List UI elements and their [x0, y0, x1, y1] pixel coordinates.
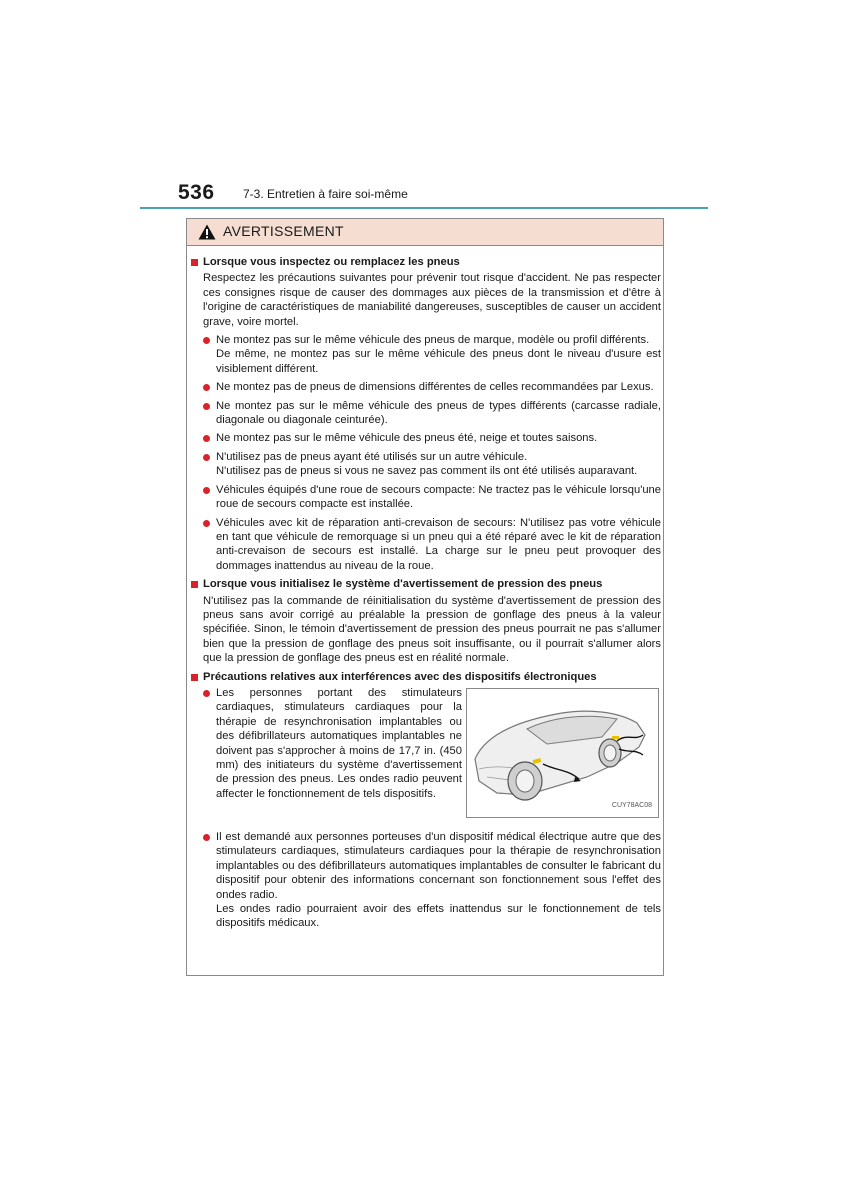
red-dot-icon [203, 690, 210, 697]
red-dot-icon [203, 435, 210, 442]
red-square-icon [191, 674, 198, 681]
bullet-item: Ne montez pas de pneus de dimensions différentes de celles recommandées par Lexus. [189, 380, 661, 394]
figure-row [189, 686, 661, 824]
warning-title: AVERTISSEMENT [223, 223, 344, 239]
bullet-item: Ne montez pas sur le même véhicule des pneus été, neige et toutes saisons. [189, 431, 661, 445]
bullet-item: Les personnes portant des stimulateurs cardiaques, stimulateurs cardiaques pour la thérapie de resynchronisation implantables ou des défibrillateurs automatiques implantables ne doivent pas s'approcher à moins de 17,7 in. (450 mm) des initiateurs du système d'avertissement de pression des pneus. Les ondes radio peuvent affecter le fonctionnement de tels dispositifs. [189, 686, 462, 801]
bullet-item: Véhicules équipés d'une roue de secours compacte: Ne tractez pas le véhicule lorsqu'une roue de secours compacte est installée. [189, 483, 661, 512]
bullet-item: Il est demandé aux personnes porteuses d'un dispositif médical électrique autre que des stimulateurs cardiaques, stimulateurs cardiaques pour la thérapie de resynchronisation implantables ou des défibrillateurs automatiques implantables de consulter le fabricant du dispositif pour obtenir des informations concernant son fonctionnement sous l'effet des ondes radio. Les ondes radio pourraient avoir des effets inattendus sur le fonctionnement de tels dispositifs médicaux. [189, 830, 661, 931]
red-dot-icon [203, 834, 210, 841]
section-heading: Lorsque vous inspectez ou remplacez les pneus [189, 255, 661, 269]
warning-header [187, 219, 663, 246]
red-dot-icon [203, 454, 210, 461]
bullet-item: Ne montez pas sur le même véhicule des pneus de marque, modèle ou profil différents. De même, ne montez pas sur le même véhicule des pneus dont le niveau d'usure est visiblement différent. [189, 333, 661, 376]
bullet-item: Ne montez pas sur le même véhicule des pneus de types différents (carcasse radiale, diagonale ou diagonale ceinturée). [189, 399, 661, 428]
bullet-item: N'utilisez pas de pneus ayant été utilisés sur un autre véhicule. N'utilisez pas de pneus si vous ne savez pas comment ils ont été utilisés auparavant. [189, 450, 661, 479]
page-header [178, 181, 708, 205]
paragraph: Respectez les précautions suivantes pour prévenir tout risque d'accident. Ne pas respecter ces consignes risque de causer des dommages aux pièces de la transmission et d'être à l'origine de caractéristiques de maniabilité dangereuses, susceptibles de causer un accident grave, voire mortel. [203, 272, 661, 328]
red-dot-icon [203, 487, 210, 494]
red-square-icon [191, 581, 198, 588]
warning-content [189, 255, 661, 935]
section-title: 7-3. Entretien à faire soi-même [243, 187, 408, 201]
red-dot-icon [203, 337, 210, 344]
figure-code: CUY78AC08 [611, 801, 652, 809]
bullet-item: Véhicules avec kit de réparation anti-crevaison de secours: N'utilisez pas votre véhicule en tant que véhicule de remorquage si un pneu qui a été réparé avec le kit de réparation anti-crevaison de secours est installé. La charge sur le pneu peut provoquer des dommages inattendus au niveau de la roue. [189, 516, 661, 574]
warning-box [186, 218, 664, 976]
section-heading: Lorsque vous initialisez le système d'avertissement de pression des pneus [189, 577, 661, 591]
red-dot-icon [203, 384, 210, 391]
paragraph: N'utilisez pas la commande de réinitialisation du système d'avertissement de pression des pneus sans avoir corrigé au préalable la pression de gonflage des pneus à la valeur spécifiée. Sinon, le témoin d'avertissement de pression des pneus pourrait ne pas s'allumer bien que la pression de gonflage des pneus soit insuffisante, ou il pourrait s'allumer alors que la pression de gonflage des pneus est en réalité normale. [203, 594, 661, 665]
red-square-icon [191, 259, 198, 266]
header-rule [140, 207, 708, 209]
warning-triangle-icon [198, 224, 216, 240]
red-dot-icon [203, 403, 210, 410]
red-dot-icon [203, 520, 210, 527]
section-heading: Précautions relatives aux interférences avec des dispositifs électroniques [189, 670, 661, 684]
page-number: 536 [178, 181, 215, 204]
car-sensor-illustration [466, 688, 659, 818]
